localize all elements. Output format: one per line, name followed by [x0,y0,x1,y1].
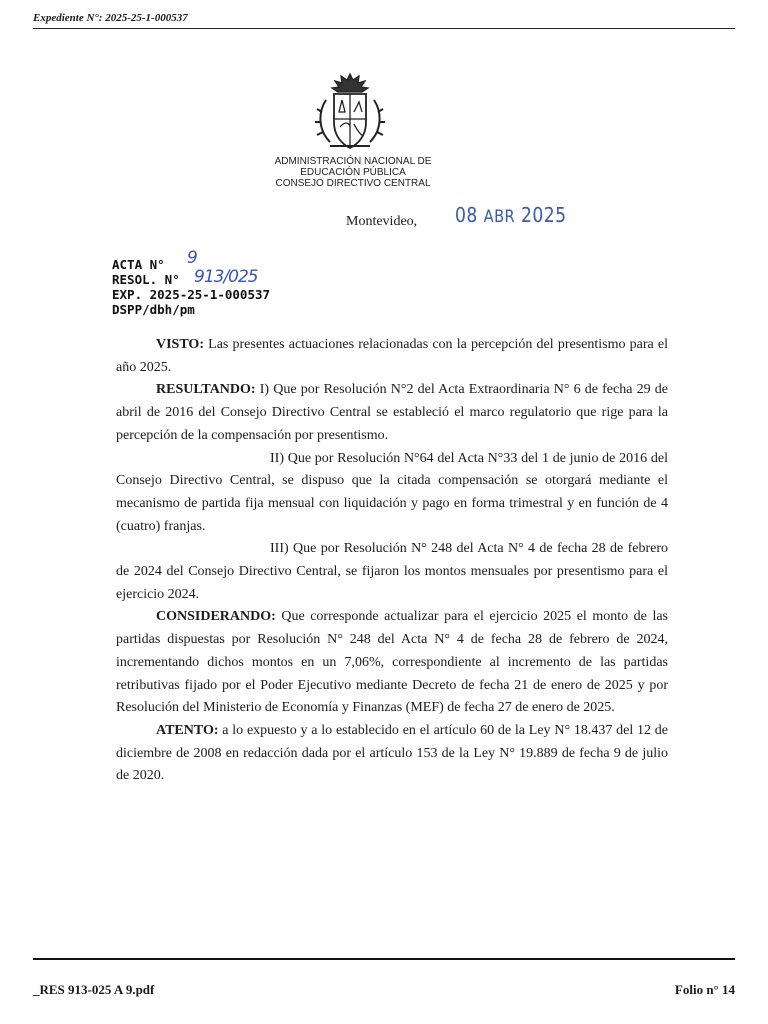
handwritten-acta-number: 9 [187,248,198,268]
department-ref: DSPP/dbh/pm [112,302,195,317]
resultando-text-1: I) Que por Resolución N°2 del Acta Extraordinaria N° 6 de fecha 29 de abril de 2016 del Consejo Directivo Central se estableció el marco regulatorio que rige para la percepción de la compensación por presentismo. [116,382,668,443]
considerando-paragraph [116,606,668,720]
considerando-label: CONSIDERANDO: [156,609,276,625]
resultando-paragraph-2: II) Que por Resolución N°64 del Acta N°33 del 1 de junio de 2016 del Consejo Directivo Central, se dispuso que la citada compensación se otorgará mediante el mecanismo de partida fija mensual con liquidación y pago en forma trimestral y en función de 4 (cuatro) franjas. [116,450,668,534]
atento-text: a lo expuesto y a lo establecido en el artículo 60 de la Ley N° 18.437 del 12 de diciembre de 2008 en redacción dada por el artículo 153 de la Ley N° 19.889 de fecha 9 de julio de 2020. [116,722,668,784]
letterhead-line-3: CONSEJO DIRECTIVO CENTRAL [275,178,431,189]
stamp-day: 08 [455,203,478,227]
resultando-paragraph-3: III) Que por Resolución N° 248 del Acta N° 4 de fecha 28 de febrero de 2024 del Consejo Directivo Central, se fijaron los montos mensuales por presentismo para el ejercicio 2024. [116,541,668,602]
visto-paragraph [116,334,668,379]
visto-text: Las presentes actuaciones relacionadas con la percepción del presentismo para el año 2025. [116,337,668,375]
stamp-year: 2025 [521,203,567,227]
date-stamp [455,203,567,227]
handwritten-resol-number: 913/025 [194,267,258,287]
footer-folio: Folio n° 14 [674,982,735,997]
expediente-ref: EXP. 2025-25-1-000537 [112,287,271,302]
header-divider [33,28,735,29]
atento-paragraph [116,720,668,788]
footer-filename: _RES 913-025 A 9.pdf [33,982,155,997]
expediente-header: Expediente N°: 2025-25-1-000537 [33,12,188,24]
atento-label: ATENTO: [156,722,219,738]
visto-label: VISTO: [156,337,204,352]
stamp-month: ABR [483,207,516,227]
considerando-text: Que corresponde actualizar para el ejercicio 2025 el monto de las partidas dispuestas por Resolución N° 248 del Acta N° 4 de fecha 28 de febrero de 2024, incrementando dichos montos en un 7,06%, correspondiente al incremento de las partidas retributivas fijado por el Poder Ejecutivo mediante Decreto de fecha 21 de enero de 2025 y por Resolución del Ministerio de Economía y Finanzas (MEF) de fecha 27 de enero de 2025. [116,609,668,716]
footer-divider [33,958,735,960]
resultando-paragraph-1 [116,379,668,447]
coat-of-arms-logo [312,72,388,156]
resultando-label: RESULTANDO: [156,382,256,398]
acta-label: ACTA N° [112,257,165,272]
place-label: Montevideo, [346,214,418,229]
letterhead-line-1: ADMINISTRACIÓN NACIONAL DE [274,156,432,167]
resolution-body [116,334,668,788]
institution-letterhead [258,156,448,189]
letterhead-line-2: EDUCACIÓN PÚBLICA [300,167,406,178]
resol-label: RESOL. N° [112,272,180,287]
